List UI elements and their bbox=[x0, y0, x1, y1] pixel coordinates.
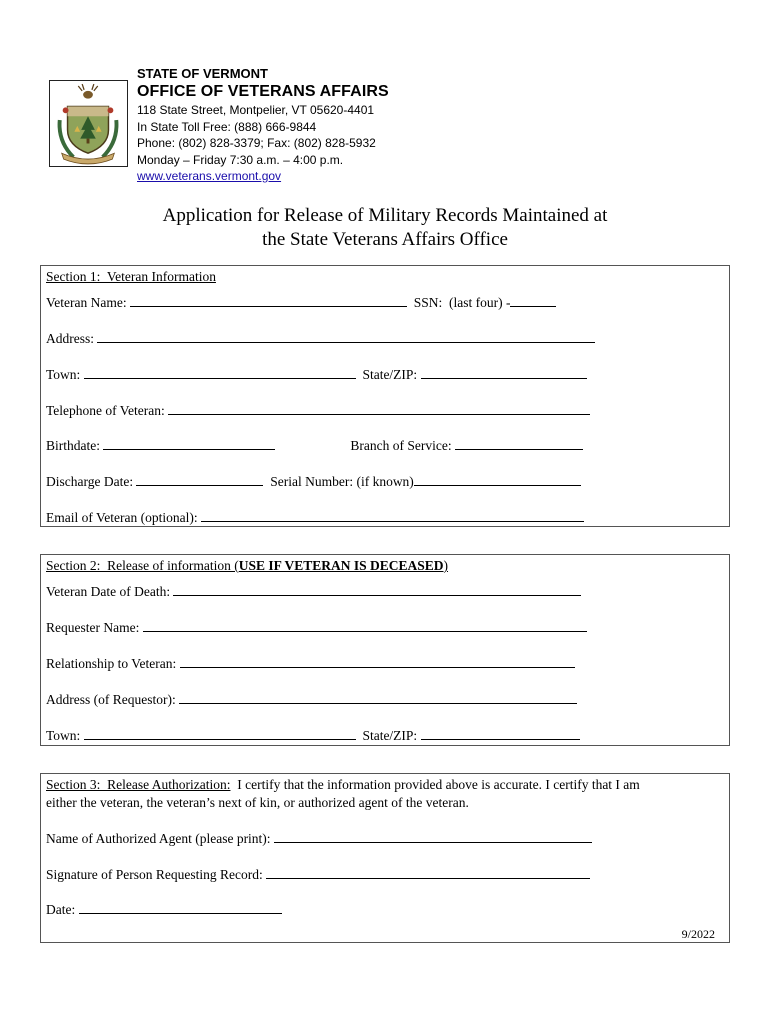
requestor-address-label: Address (of Requestor): bbox=[46, 692, 176, 707]
date-field[interactable] bbox=[79, 912, 282, 914]
section-3-heading-row bbox=[46, 777, 640, 793]
form-title-line-1: Application for Release of Military Records Maintained at bbox=[162, 205, 608, 226]
address-row bbox=[46, 331, 595, 347]
agent-name-field[interactable] bbox=[274, 841, 592, 843]
requestor-address-field[interactable] bbox=[179, 702, 577, 704]
state-zip-label: State/ZIP: bbox=[362, 367, 418, 382]
requestor-town-field[interactable] bbox=[84, 738, 356, 740]
town-label: Town: bbox=[46, 367, 81, 382]
requester-name-label: Requester Name: bbox=[46, 620, 140, 635]
form-title-line-2: the State Veterans Affairs Office bbox=[262, 229, 508, 250]
office-hours: Monday – Friday 7:30 a.m. – 4:00 p.m. bbox=[137, 152, 344, 167]
phone-fax: Phone: (802) 828-3379; Fax: (802) 828-5932 bbox=[137, 136, 376, 150]
relationship-label: Relationship to Veteran: bbox=[46, 656, 177, 671]
ssn-field[interactable] bbox=[510, 305, 556, 307]
agent-name-row bbox=[46, 831, 592, 847]
date-of-death-label: Veteran Date of Death: bbox=[46, 584, 171, 599]
street-address: 118 State Street, Montpelier, VT 05620-4401 bbox=[137, 103, 375, 117]
form-revision-date: 9/2022 bbox=[681, 927, 715, 941]
address-label: Address: bbox=[46, 331, 94, 346]
relationship-field[interactable] bbox=[180, 666, 575, 668]
requester-name-field[interactable] bbox=[143, 630, 587, 632]
agent-name-label: Name of Authorized Agent (please print): bbox=[46, 831, 271, 846]
requestor-state-zip-label: State/ZIP: bbox=[362, 728, 418, 743]
requestor-town-row bbox=[46, 728, 580, 744]
telephone-label: Telephone of Veteran: bbox=[46, 403, 165, 418]
serial-label: Serial Number: (if known) bbox=[270, 474, 414, 489]
section-3-heading: Section 3: Release Authorization: bbox=[46, 777, 231, 792]
relationship-row bbox=[46, 656, 575, 672]
birthdate-label: Birthdate: bbox=[46, 438, 100, 453]
date-row bbox=[46, 902, 282, 918]
discharge-field[interactable] bbox=[136, 484, 263, 486]
section-2-heading-prefix: Section 2: Release of information ( bbox=[46, 558, 239, 573]
discharge-label: Discharge Date: bbox=[46, 474, 134, 489]
branch-field[interactable] bbox=[455, 448, 583, 450]
section-2-heading-emphasis: USE IF VETERAN IS DECEASED bbox=[238, 558, 444, 573]
section-release-authorization bbox=[40, 773, 730, 943]
requestor-address-row bbox=[46, 692, 577, 708]
date-label: Date: bbox=[46, 902, 76, 917]
veteran-name-row bbox=[46, 295, 556, 311]
date-of-death-field[interactable] bbox=[173, 594, 581, 596]
date-of-death-row bbox=[46, 584, 581, 600]
certification-line-1: I certify that the information provided above is accurate. I certify that I am bbox=[230, 777, 640, 792]
section-release-of-information bbox=[40, 554, 730, 746]
section-2-heading-suffix: ) bbox=[443, 558, 449, 573]
town-field[interactable] bbox=[84, 377, 356, 379]
state-name: STATE OF VERMONT bbox=[137, 66, 268, 81]
telephone-field[interactable] bbox=[168, 413, 590, 415]
email-field[interactable] bbox=[201, 520, 584, 522]
signature-label: Signature of Person Requesting Record: bbox=[46, 867, 263, 882]
email-label: Email of Veteran (optional): bbox=[46, 510, 198, 525]
signature-field[interactable] bbox=[266, 877, 590, 879]
serial-field[interactable] bbox=[414, 484, 581, 486]
discharge-row bbox=[46, 474, 581, 490]
veteran-name-field[interactable] bbox=[130, 305, 407, 307]
vermont-seal-icon bbox=[49, 80, 128, 167]
signature-row bbox=[46, 867, 590, 883]
email-row bbox=[46, 510, 584, 526]
requestor-town-label: Town: bbox=[46, 728, 81, 743]
toll-free-number: In State Toll Free: (888) 666-9844 bbox=[137, 119, 317, 134]
address-field[interactable] bbox=[97, 341, 595, 343]
section-2-heading bbox=[46, 558, 448, 574]
birthdate-row bbox=[46, 438, 583, 454]
branch-label: Branch of Service: bbox=[350, 438, 452, 453]
birthdate-field[interactable] bbox=[103, 448, 275, 450]
requestor-state-zip-field[interactable] bbox=[421, 738, 580, 740]
requester-name-row bbox=[46, 620, 587, 636]
certification-line-2: either the veteran, the veteran’s next of kin, or authorized agent of the veteran. bbox=[46, 795, 469, 810]
website-link[interactable]: www.veterans.vermont.gov bbox=[137, 169, 282, 183]
agency-header bbox=[137, 66, 389, 185]
form-title bbox=[0, 204, 770, 252]
town-row bbox=[46, 367, 587, 383]
telephone-row bbox=[46, 403, 590, 419]
veteran-name-label: Veteran Name: bbox=[46, 295, 127, 310]
section-1-heading: Section 1: Veteran Information bbox=[46, 269, 216, 284]
section-veteran-information bbox=[40, 265, 730, 527]
ssn-label: SSN: (last four) - bbox=[413, 295, 511, 310]
office-name: OFFICE OF VETERANS AFFAIRS bbox=[137, 83, 389, 100]
state-zip-field[interactable] bbox=[421, 377, 587, 379]
